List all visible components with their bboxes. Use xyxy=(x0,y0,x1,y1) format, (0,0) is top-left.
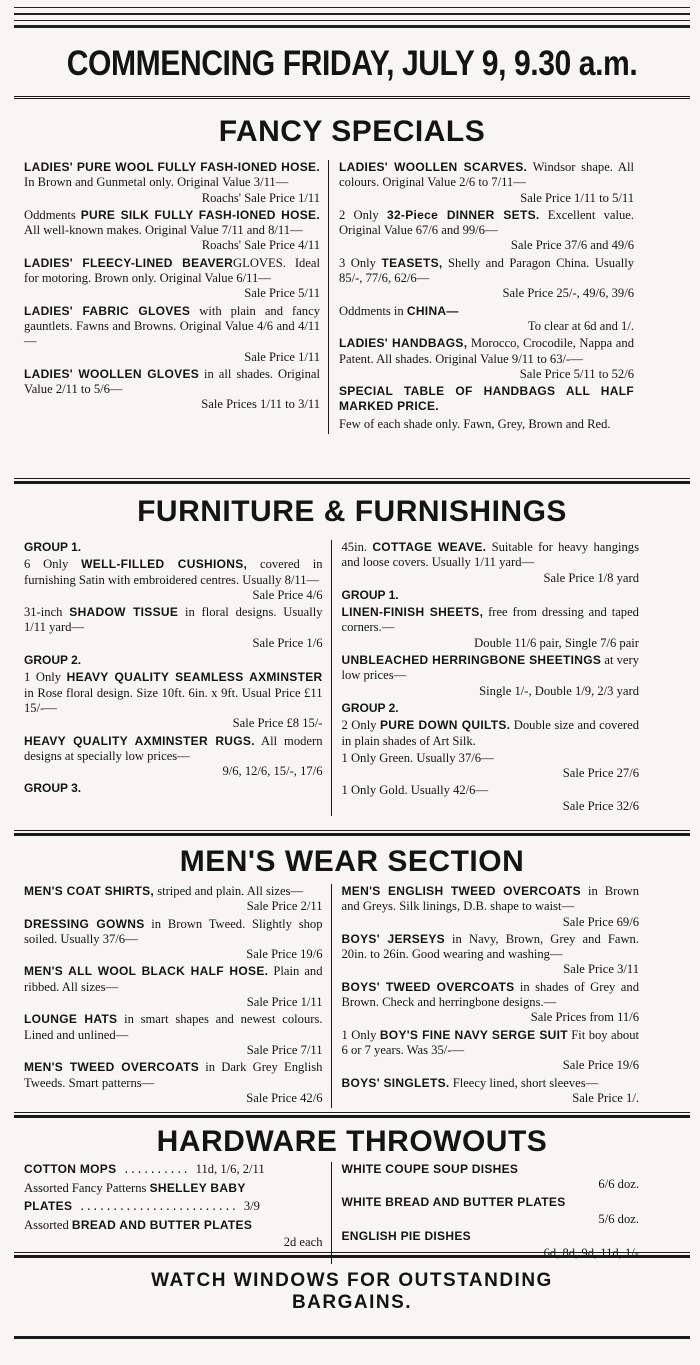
item-heading: WELL-FILLED CUSHIONS, xyxy=(81,557,248,572)
headline: COMMENCING FRIDAY, JULY 9, 9.30 a.m. xyxy=(66,44,638,83)
item-description xyxy=(342,1229,640,1244)
item-text: All modern designs at specially low prices— xyxy=(24,733,323,763)
mens-item xyxy=(342,932,640,978)
item-price: 6d, 8d, 9d, 11d, 1/- xyxy=(543,1246,639,1261)
item-heading: HEAVY QUALITY SEAMLESS AXMINSTER xyxy=(66,670,323,685)
item-price: Sale Price 32/6 xyxy=(562,798,639,813)
hardware-item xyxy=(24,1218,323,1233)
hardware-item xyxy=(342,1229,640,1244)
item-text: Double size and covered in plain shades of Art Silk. xyxy=(341,718,639,748)
item-heading: MEN'S ALL WOOL BLACK HALF HOSE. xyxy=(24,964,269,979)
furniture-item xyxy=(342,783,640,814)
item-price: Sale Prices from 11/6 xyxy=(530,1010,639,1025)
item-description xyxy=(24,1199,323,1216)
top-rule xyxy=(14,5,690,31)
item-text: in Navy, Brown, Grey and Fawn. 20in. to 26in. Good wearing and washing— xyxy=(341,931,639,962)
item-heading: COTTON MOPS xyxy=(24,1162,117,1176)
item-description xyxy=(24,670,323,716)
item-description xyxy=(342,751,640,766)
item-description xyxy=(339,384,634,415)
newspaper-advertisement xyxy=(14,0,690,1365)
footer xyxy=(14,1270,690,1314)
item-heading: CHINA— xyxy=(406,303,459,318)
fancy-item xyxy=(339,336,634,382)
item-lead: Oddments in xyxy=(339,303,407,318)
mens-item xyxy=(24,964,323,1010)
fancy-item xyxy=(339,160,634,206)
hardware-columns xyxy=(24,1162,639,1264)
item-price: Sale Price 1/11 to 5/11 xyxy=(520,190,634,205)
item-text: Plain and ribbed. All sizes— xyxy=(24,964,323,994)
item-text: striped and plain. All sizes— xyxy=(154,884,304,898)
rule-under-headline xyxy=(14,96,690,99)
item-description xyxy=(342,605,640,636)
fancy-item xyxy=(339,304,634,335)
item-heading: SPECIAL TABLE OF HANDBAGS ALL HALF MARKED PRICE. xyxy=(339,384,634,414)
item-description xyxy=(342,1195,640,1210)
item-heading: SHELLEY BABY xyxy=(149,1181,246,1196)
group-label: GROUP 1. xyxy=(24,540,82,554)
fancy-item xyxy=(339,256,634,302)
item-description xyxy=(339,160,634,191)
item-description xyxy=(24,1181,323,1196)
item-leader: ........................ xyxy=(72,1201,244,1214)
item-lead: 1 Only Green. Usually 37/6— xyxy=(341,750,494,765)
item-text: in Brown Tweed. Slightly shop soiled. Usually 37/6— xyxy=(24,916,323,946)
mens-item xyxy=(342,1028,640,1074)
furniture-item xyxy=(24,734,323,780)
item-text: In Brown and Gunmetal only. Original Value 3/11— xyxy=(24,175,289,190)
fancy-specials-title: FANCY SPECIALS xyxy=(218,115,486,148)
item-heading: LADIES' HANDBAGS, xyxy=(339,336,468,351)
item-text: in floral designs. Usually 1/11 yard— xyxy=(24,605,323,635)
item-description xyxy=(24,160,320,191)
furniture-item xyxy=(342,605,640,651)
hardware-item xyxy=(24,1235,323,1250)
item-text: Morocco, Crocodile, Nappa and Patent. All shades. Original Value 9/11 to 63/-— xyxy=(339,336,634,366)
hardware-item xyxy=(342,1212,640,1227)
item-price: Sale Price 69/6 xyxy=(562,914,639,929)
item-text: Shelly and Paragon China. Usually 85/-, 77/6, 62/6— xyxy=(339,255,634,286)
section-rule-2 xyxy=(14,830,690,836)
item-heading: LOUNGE HATS xyxy=(24,1012,118,1027)
fancy-right-column xyxy=(329,160,634,434)
item-description xyxy=(24,304,320,350)
furniture-item xyxy=(342,751,640,782)
furniture-item xyxy=(342,653,640,699)
item-price: Sale Price 1/8 yard xyxy=(543,570,639,585)
item-price: Sale Price £8 15/- xyxy=(232,716,323,731)
item-price: 3/9 xyxy=(243,1198,260,1213)
fancy-item xyxy=(339,384,634,415)
item-price: Sale Prices 1/11 to 3/11 xyxy=(201,397,320,412)
item-heading: SHADOW TISSUE xyxy=(69,605,179,620)
fancy-item xyxy=(339,417,634,432)
item-lead: 31-inch xyxy=(24,605,70,620)
item-price: Sale Price 3/11 xyxy=(563,962,639,977)
item-text: in Rose floral design. Size 10ft. 6in. x 9ft. Usual Price £11 15/-— xyxy=(24,685,323,715)
item-description xyxy=(24,557,323,588)
furniture-item xyxy=(342,718,640,749)
group-label: GROUP 3. xyxy=(24,781,82,796)
mens-right-column xyxy=(332,884,640,1108)
furniture-item xyxy=(24,653,323,668)
item-text: in Brown and Greys. Silk linings, D.B. shape to waist— xyxy=(341,884,640,914)
furniture-right-column xyxy=(332,540,640,816)
item-heading: LADIES' PURE WOOL FULLY FASH- xyxy=(24,160,238,174)
item-text: in shades of Grey and Brown. Check and herringbone designs.— xyxy=(341,979,639,1010)
item-description xyxy=(24,605,323,636)
item-description xyxy=(342,932,640,963)
hardware-item xyxy=(24,1181,323,1196)
hardware-item xyxy=(342,1162,640,1193)
furniture-item xyxy=(24,605,323,651)
hardware-title: HARDWARE THROWOUTS xyxy=(156,1125,548,1158)
item-description xyxy=(24,1060,323,1091)
item-heading: LADIES' FABRIC GLOVES xyxy=(24,303,191,318)
furniture-item xyxy=(342,540,640,586)
furniture-title: FURNITURE & FURNISHINGS xyxy=(137,495,567,528)
item-heading: DRESSING GOWNS xyxy=(24,916,145,931)
bottom-rule xyxy=(14,1336,690,1339)
footer-line-1: WATCH WINDOWS FOR OUTSTANDING xyxy=(151,1270,553,1291)
mens-item xyxy=(24,917,323,963)
furniture-item xyxy=(342,588,640,603)
mens-item xyxy=(24,1060,323,1106)
furniture-item xyxy=(342,701,640,716)
item-price: Sale Price 1/6 xyxy=(252,635,323,650)
item-text: in smart shapes and newest colours. Lined and unlined— xyxy=(24,1012,323,1042)
item-lead: 2 Only xyxy=(339,207,387,222)
fancy-left-column xyxy=(24,160,329,434)
item-text: GLOVES. Ideal for motoring. Brown only. Original Value 6/11— xyxy=(24,255,320,286)
item-heading: WHITE BREAD AND BUTTER PLATES xyxy=(341,1194,566,1209)
item-price: Sale Price 7/11 xyxy=(246,1042,323,1057)
item-lead: 3 Only xyxy=(339,255,382,270)
item-price: 6/6 doz. xyxy=(598,1177,639,1192)
hardware-item xyxy=(342,1195,640,1210)
item-price: Sale Price 19/6 xyxy=(246,947,323,962)
footer-line-2: BARGAINS. xyxy=(291,1292,413,1313)
item-price: Sale Price 1/. xyxy=(572,1090,639,1105)
item-heading: LADIES' WOOLLEN SCARVES. xyxy=(339,160,528,174)
item-price: 2d each xyxy=(283,1235,323,1250)
item-heading: PURE SILK FULLY FASH- xyxy=(80,207,237,222)
fancy-item xyxy=(24,160,320,206)
item-description xyxy=(24,208,320,239)
item-heading: LADIES' FLEECY-LINED BEAVER xyxy=(24,255,234,270)
item-price: Sale Price 27/6 xyxy=(562,766,639,781)
item-description xyxy=(24,917,323,948)
item-lead: Oddments xyxy=(24,207,81,222)
item-description xyxy=(24,1162,323,1179)
item-price: Double 11/6 pair, Single 7/6 pair xyxy=(474,635,639,650)
item-description xyxy=(342,980,640,1011)
item-heading: ENGLISH PIE DISHES xyxy=(341,1229,471,1244)
item-heading: BOY'S FINE NAVY SERGE SUIT xyxy=(379,1027,568,1042)
item-price: 9/6, 12/6, 15/-, 17/6 xyxy=(222,764,323,779)
item-text: in Dark Grey English Tweeds. Smart patterns— xyxy=(24,1060,323,1090)
item-price: 5/6 doz. xyxy=(598,1211,639,1226)
hardware-item xyxy=(24,1199,323,1216)
item-price: Roachs' Sale Price 1/11 xyxy=(201,190,320,205)
furniture-item xyxy=(24,557,323,603)
item-text: with plain and fancy gauntlets. Fawns and Browns. Original Value 4/6 and 4/11— xyxy=(24,303,320,349)
item-price: Sale Price 42/6 xyxy=(246,1090,323,1105)
item-heading: BOYS' SINGLETS. xyxy=(341,1075,450,1090)
item-lead: 6 Only xyxy=(24,557,82,572)
item-price: Sale Price 37/6 and 49/6 xyxy=(510,238,634,253)
item-heading: LADIES' WOOLLEN GLOVES xyxy=(24,366,200,381)
item-text: Fleecy lined, short sleeves— xyxy=(449,1075,599,1090)
item-price: Sale Price 4/6 xyxy=(252,587,323,602)
item-text: free from dressing and taped corners.— xyxy=(341,605,639,635)
item-lead: 2 Only xyxy=(341,718,380,733)
item-text: IONED HOSE. xyxy=(237,160,320,174)
item-leader: .......... xyxy=(116,1165,196,1177)
item-heading: TEASETS, xyxy=(381,255,443,270)
mens-left-column xyxy=(24,884,332,1108)
item-text: All well-known makes. Original Value 7/11 and 8/11— xyxy=(24,223,303,238)
item-text: at very low prices— xyxy=(341,653,640,683)
item-lead: Assorted xyxy=(24,1217,72,1232)
item-text: covered in furnishing Satin with embroidered centres. Usually 8/11— xyxy=(24,557,323,587)
item-description xyxy=(339,417,634,432)
furniture-item xyxy=(24,781,323,796)
item-heading: COTTAGE WEAVE. xyxy=(372,540,487,554)
fancy-item xyxy=(24,304,320,365)
item-price: Sale Price 5/11 to 52/6 xyxy=(519,366,634,381)
fancy-specials-columns xyxy=(24,160,634,434)
item-heading: HEAVY QUALITY AXMINSTER RUGS. xyxy=(24,733,255,748)
item-description xyxy=(24,884,323,899)
hardware-item xyxy=(24,1162,323,1179)
item-description xyxy=(342,540,640,571)
item-description xyxy=(24,1218,323,1233)
item-text: Fit boy about 6 or 7 years. Was 35/-— xyxy=(341,1027,639,1057)
item-heading: PLATES xyxy=(24,1198,73,1213)
fancy-item xyxy=(24,367,320,413)
item-heading: BREAD AND BUTTER PLATES xyxy=(71,1217,253,1232)
item-price: To clear at 6d and 1/. xyxy=(527,318,634,333)
section-rule-4 xyxy=(14,1252,690,1258)
item-text: IONED HOSE. xyxy=(236,207,320,222)
furniture-item xyxy=(24,540,323,555)
mens-item xyxy=(24,884,323,915)
item-heading: MEN'S ENGLISH TWEED OVERCOATS xyxy=(341,884,581,898)
item-description xyxy=(24,1012,323,1043)
section-rule-1 xyxy=(14,478,690,484)
item-text: Windsor shape. All colours. Original Value 2/6 to 7/11— xyxy=(339,160,634,190)
mens-wear-columns xyxy=(24,884,639,1108)
hardware-left-column xyxy=(24,1162,332,1264)
item-heading: 32-Piece DINNER SETS. xyxy=(386,207,540,222)
item-description xyxy=(342,783,640,798)
mens-item xyxy=(342,980,640,1026)
item-description xyxy=(24,964,323,995)
item-price: Sale Price 1/11 xyxy=(244,349,320,364)
item-heading: PURE DOWN QUILTS. xyxy=(380,718,511,733)
fancy-item xyxy=(339,208,634,254)
item-price: Sale Price 2/11 xyxy=(246,899,323,914)
mens-item xyxy=(342,1076,640,1107)
item-description xyxy=(339,256,634,287)
furniture-columns xyxy=(24,540,639,816)
item-lead: Assorted Fancy Patterns xyxy=(24,1181,150,1196)
section-rule-3 xyxy=(14,1112,690,1118)
item-description xyxy=(342,1076,640,1091)
item-lead: Few of each shade only. Fawn, Grey, Brown and Red. xyxy=(339,416,611,431)
item-price: Sale Price 25/-, 49/6, 39/6 xyxy=(502,286,634,301)
furniture-left-column xyxy=(24,540,332,816)
item-heading: WHITE COUPE SOUP DISHES xyxy=(341,1162,519,1176)
item-text: in all shades. Original Value 2/11 to 5/6— xyxy=(24,366,321,397)
mens-wear-title: MEN'S WEAR SECTION xyxy=(179,845,525,878)
item-description xyxy=(342,1028,640,1059)
item-price: Roachs' Sale Price 4/11 xyxy=(201,238,320,253)
item-text: Excellent value. Original Value 67/6 and 99/6— xyxy=(339,207,634,238)
item-text: Suitable for heavy hangings and loose covers. Usually 1/11 yard— xyxy=(341,540,639,570)
group-label: GROUP 2. xyxy=(341,700,399,715)
fancy-item xyxy=(24,256,320,302)
item-lead: 1 Only xyxy=(341,1027,380,1042)
item-description xyxy=(339,336,634,367)
mens-item xyxy=(342,884,640,930)
item-price: Sale Price 5/11 xyxy=(244,286,320,301)
item-description xyxy=(24,256,320,287)
item-heading: LINEN-FINISH SHEETS, xyxy=(341,605,484,620)
item-price: Sale Price 19/6 xyxy=(562,1058,639,1073)
item-price: 11d, 1/6, 2/11 xyxy=(195,1162,265,1176)
hardware-right-column xyxy=(332,1162,640,1264)
item-lead: 1 Only xyxy=(24,670,67,685)
item-heading: BOYS' JERSEYS xyxy=(341,931,445,946)
item-description xyxy=(339,208,634,239)
item-price: Sale Price 1/11 xyxy=(246,995,323,1010)
item-description xyxy=(339,304,634,319)
furniture-item xyxy=(24,670,323,731)
group-label: GROUP 2. xyxy=(24,653,82,668)
item-heading: MEN'S TWEED OVERCOATS xyxy=(24,1060,200,1075)
group-label: GROUP 1. xyxy=(341,587,399,602)
item-description xyxy=(342,718,640,749)
mens-item xyxy=(24,1012,323,1058)
item-lead: 1 Only Gold. Usually 42/6— xyxy=(341,783,489,798)
item-heading: UNBLEACHED HERRINGBONE SHEETINGS xyxy=(341,653,602,668)
item-heading: MEN'S COAT SHIRTS, xyxy=(24,884,155,898)
item-description xyxy=(24,734,323,765)
item-description xyxy=(342,653,640,684)
fancy-item xyxy=(24,208,320,254)
item-description xyxy=(342,884,640,915)
item-price: Single 1/-, Double 1/9, 2/3 yard xyxy=(479,683,639,698)
item-description xyxy=(24,367,320,398)
item-heading: BOYS' TWEED OVERCOATS xyxy=(341,979,515,994)
item-lead: 45in. xyxy=(341,540,373,554)
item-description xyxy=(342,1162,640,1177)
